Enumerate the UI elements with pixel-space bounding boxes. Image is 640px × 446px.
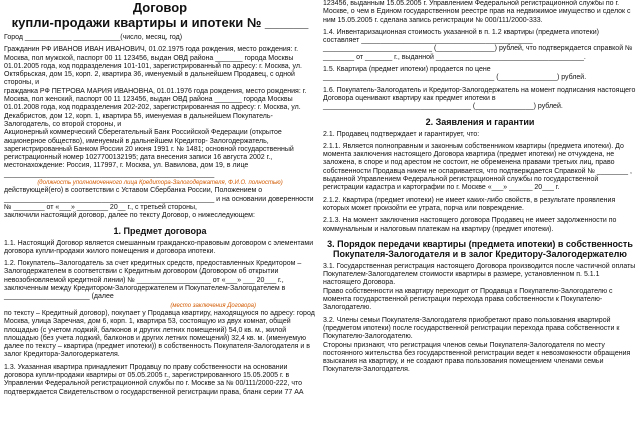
document-title-line2: купли-продажи квартиры и ипотеки № ______ xyxy=(11,15,309,30)
section-3-heading: 3. Порядок передачи квартиры (предмета ипотеки) в собственность Покупателя-Залогодателя и в залог Кредитору-Залогодержателю xyxy=(327,238,633,259)
clause-3-1: 3.1. Государственная регистрация настоящего Договора производится после частичной оплаты Покупателем-Залогодателем стоимости квартиры в размере, установленном п. 5.1.1 настоящего Договора. xyxy=(323,262,636,287)
agreement-intro: заключили настоящий договор, далее по тексту Договор, о нижеследующем: xyxy=(4,212,255,220)
place-caption: (место заключения Договора) xyxy=(170,302,256,309)
city-date-line: Город ____________ ____________(число, месяц, год) xyxy=(4,34,183,41)
clause-1-4: 1.4. Инвентаризационная стоимость указанной в п. 1.2 квартиры (предмета ипотеки) составляет ____________________________________________ xyxy=(323,28,599,45)
clause-2-1-1: 2.1.1. Является полноправным и законным собственником квартиры (предмета ипотеки). До момента заключения настоящего Договора квартира (предмет ипотеки) не отчуждена, не заложена, в споре и под арестом не состоит, не обременена правами третьих лиц, право собственности Продавца никем не оспаривается, что подтверждается Справкой № ________ , выданной Управлением Федеральной регистрационной службы по государственной регистрации кадастра и картографии по г. Москве «___» ______ 20___ г. xyxy=(323,142,632,192)
left-column xyxy=(4,0,316,397)
clause-1-4-continued: ____________________________ (_______________) рублей, что подтверждается справкой № ________ от _______ г., выданной ______________________________________. xyxy=(323,45,633,61)
clause-1-3: 1.3. Указанная квартира принадлежит Продавцу по праву собственности на основании договора купли-продажи квартиры от 05.05.2005 г., зарегистрированного 15.05.2005 г. в Управлении Федеральной регистрационной службы по г. Москве за № 00/111/2000-222, что подтверждается Свидетельством о государственной регистрации права, бланк серии 77 АА xyxy=(4,363,304,396)
clause-1-6: 1.6. Покупатель-Залогодатель и Кредитор-Залогодержатель на момент подписания настоящего Договора оценивают квартиру как предмет ипотеки в ______________________________________ (_______________) рублей. xyxy=(323,86,636,111)
seller-paragraph: Гражданин РФ ИВАНОВ ИВАН ИВАНОВИЧ, 01.02.1975 года рождения, место рождения: г. Москва, пол мужской, паспорт 00 11 123456, выдан ОВД района _______ города Москвы 01.01.2005 года, код подразделения 101-101, зарегистрированный по адресу: г. Москва, ул. Октябрьская, дом 15, корп. 2, квартира 36, именуемый в дальнейшем Продавец, с одной стороны, и xyxy=(4,46,302,87)
clause-3-2-continued: Стороны признают, что регистрация членов семьи Покупателя-Залогодателя по месту постоянного жительства без государственной регистрации ведет к невозможности обращения взыскания на квартиру, и не создают права пользования помещением членами семьи Покупателя-Залогодателя. xyxy=(323,341,631,374)
clause-1-3-continued: 123456, выданным 15.05.2005 г. Управлением Федеральной регистрационной службы по г. Москве, о чем в Едином государственном реестре прав на недвижимое имущество и сделок с ним 15.05.2005 г. сделана запись регистрации № 000/111/2000-333. xyxy=(323,0,631,24)
clause-1-2: 1.2. Покупатель–Залогодатель за счет кредитных средств, предоставленных Кредитором – Залогодержателем в соответствии с Кредитным договором (Договором об открытии невозобновляемой кредитной линии) № ___________________ от «___» ___ 20___ г., заключенным между Кредитором-Залогодержателем и Покупателем-Залогодателем в ______________________ (далее xyxy=(4,260,302,301)
clause-3-2: 3.2. Члены семьи Покупателя-Залогодателя приобретают право пользования квартирой (предметом ипотеки) после государственной регистрации перехода права собственности к Покупателю-Залогодателю. xyxy=(323,316,620,341)
clause-1-1: 1.1. Настоящий Договор является смешанным гражданско-правовым договором с элементами договора купли-продажи жилого помещения и договора ипотеки. xyxy=(4,239,314,255)
bank-paragraph: Акционерный коммерческий Сберегательный Банк Российской Федерации (открытое акционерное общество), именуемый в дальнейшем Кредитор- Залогодержатель, зарегистрированный Банком России 20 июня 1991 г. № 1481; основной государственный регистрационный номер 1027700132195; дата внесения записи 16 августа 2002 г., местонахождение: Россия, 117997, г. Москва, ул. Вавилова, дом 19, в лице ______________________________________________________ xyxy=(4,129,294,178)
authority-paragraph: действующей(его) в соответствии с Уставом Сбербанка России, Положением о ______________________________________________________ и на основании доверенности № ________ от «___» ________ 20__ г., с третьей стороны, xyxy=(4,187,314,211)
clause-3-1-continued: Право собственности на квартиру переходит от Продавца к Покупателю-Залогодателю с момента государственной регистрации перехода права собственности к Покупателю-Залогодателю. xyxy=(323,287,613,312)
document-title-line1: Договор xyxy=(132,0,188,15)
clause-1-2-continued: по тексту – Кредитный договор), покупает у Продавца квартиру, находящуюся по адресу: город Москва, улица Заречная, дом 6, корп. 1, квартира 53, состоящую из двух комнат, общей площадью (с учетом лоджий, балконов и других летних помещений) 54,0 кв. м., жилой площадью (без учета лоджий, балконов и других летних помещений) 32,4 кв. м. (именуемую далее по тексту – квартира (предмет ипотеки)) в собственность Покупателя-Залогодателя и в залог Кредитора-Залогодержателя. xyxy=(4,309,315,359)
clause-2-1-3: 2.1.3. На момент заключения настоящего договора Продавец не имеет задолженности по коммунальным и налоговым платежам на квартиру (предмет ипотеки). xyxy=(323,217,617,233)
clause-1-5-price: ____________________________________________ (_______________) рублей. xyxy=(323,74,587,82)
clause-1-5: 1.5. Квартира (предмет ипотеки) продается по цене xyxy=(323,66,491,74)
section-2-heading: 2. Заявления и гарантии xyxy=(425,116,535,127)
buyer-paragraph: гражданка РФ ПЕТРОВА МАРИЯ ИВАНОВНА, 01.01.1976 года рождения, место рождения: г. Москва, пол женский, паспорт 00 11 123456, выдан ОВД района _______ города Москвы 01.01.2008 года, код подразделения 202-202, зарегистрированная по адресу: г. Москва, ул. Декабристов, дом 12, корп. 1, квартира 55, именуемая в дальнейшем Покупатель-Залогодатель, со второй стороны, и xyxy=(4,87,307,128)
clause-2-1-2: 2.1.2. Квартира (предмет ипотеки) не имеет каких-либо свойств, в результате проявления которых может произойти ее утрата, порча или повреждение. xyxy=(323,196,616,212)
representative-caption: (должность уполномоченного лица Кредитора-Залогодержателя, Ф.И.О. полностью) xyxy=(37,180,283,187)
section-1-heading: 1. Предмет договора xyxy=(113,225,207,236)
clause-2-1: 2.1. Продавец подтверждает и гарантирует, что: xyxy=(323,130,480,138)
right-column xyxy=(323,0,637,375)
